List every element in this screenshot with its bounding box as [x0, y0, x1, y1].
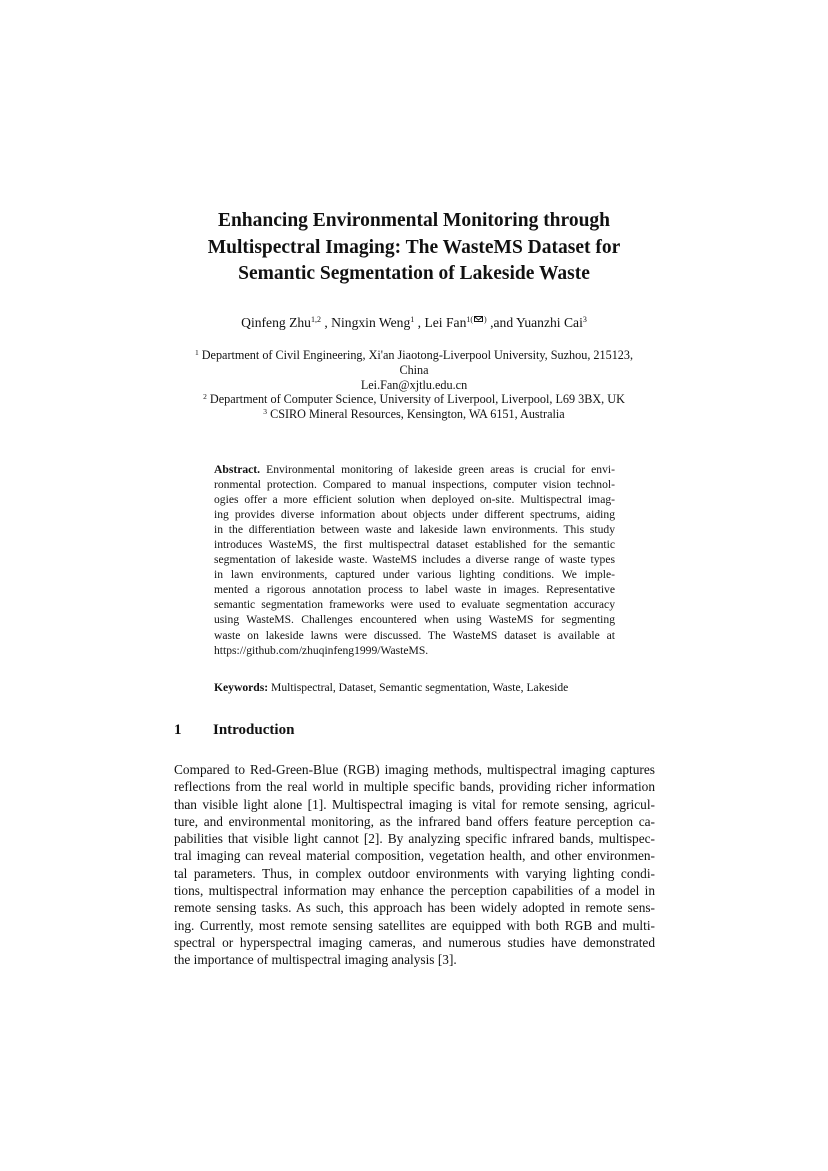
affiliation-text: Department of Computer Science, University of Liverpool, Liverpool, L69 3BX, UK: [206, 392, 625, 407]
author-name: ,and Yuanzhi Cai: [486, 315, 583, 330]
section-heading: [174, 720, 654, 740]
author-name: , Lei Fan: [414, 315, 467, 330]
abstract-line: segmentation of lakeside waste. WasteMS includes a diverse range of waste types: [214, 553, 615, 567]
body-line: tions, multispectral information may enhance the perception capabilities of a model in: [174, 883, 655, 899]
corresponding-email: Lei.Fan@xjtlu.edu.cn: [360, 377, 468, 392]
body-line: spectral or hyperspectral imaging cameras, and numerous studies have demonstrated: [174, 934, 655, 950]
author-affiliation-mark: [466, 315, 486, 324]
keywords: [214, 680, 615, 695]
body-line: pabilities that visible light cannot [2]. By analyzing specific infrared bands, multispec-: [174, 831, 655, 847]
abstract: [214, 462, 615, 658]
abstract-line: ogies offer a more efficient solution when deployed on-site. Multispectral imag-: [214, 493, 615, 507]
body-line: than visible light alone [1]. Multispectral imaging is vital for remote sensing, agricul-: [174, 796, 655, 812]
abstract-line: ronmental protection. Compared to manual inspections, computer vision technol-: [214, 478, 615, 492]
keywords-label: Keywords:: [214, 681, 269, 694]
body-line: Compared to Red-Green-Blue (RGB) imaging methods, multispectral imaging captures: [174, 762, 655, 777]
title-line: Enhancing Environmental Monitoring through: [217, 210, 611, 231]
dataset-link[interactable]: https://github.com/zhuqinfeng1999/WasteMS.: [214, 643, 429, 657]
body-line: ture, and environmental monitoring, as the infrared band offers feature perception ca-: [174, 813, 655, 829]
affiliation-line: [150, 407, 678, 422]
affiliation-text: CSIRO Mineral Resources, Kensington, WA 6151, Australia: [267, 407, 565, 422]
title-line: Multispectral Imaging: The WasteMS Dataset for: [207, 236, 621, 258]
abstract-line: ing provides diverse information about objects under different spectrums, aiding: [214, 508, 615, 522]
abstract-line: using WasteMS. Challenges encountered when using WasteMS for segmenting: [214, 613, 615, 627]
author-name: , Ningxin Weng: [320, 315, 411, 330]
body-line: the importance of multispectral imaging analysis [3].: [174, 952, 457, 968]
author-affiliation-mark: 3: [582, 315, 587, 324]
abstract-line: in lawn environments, captured under various lighting conditions. We imple-: [214, 568, 615, 582]
author-affiliation-mark-suffix: ): [484, 315, 487, 324]
abstract-line: [214, 462, 615, 477]
abstract-line: introduces WasteMS, the first multispectral dataset established for the semantic: [214, 538, 615, 552]
affiliation-line: [150, 348, 678, 363]
title-line: Semantic Segmentation of Lakeside Waste: [238, 263, 590, 284]
body-line: tral imaging can reveal material composition, vegetation health, and other environmen-: [174, 848, 655, 864]
abstract-line: mented a rigorous annotation process to label waste in images. Representative: [214, 583, 615, 597]
author-affiliation-mark-prefix: 1(: [466, 315, 474, 324]
body-line: reflections from the real world in multiple specific bands, providing richer information: [174, 779, 655, 795]
affiliation-mark: 3: [263, 407, 268, 417]
author-list: [150, 314, 678, 332]
affiliation-mark: 2: [203, 392, 207, 402]
section-number: 1: [174, 722, 182, 738]
section-body: [174, 761, 655, 969]
section-title: Introduction: [213, 722, 295, 738]
abstract-line: waste on lakeside lawns were discussed. The WasteMS dataset is available at: [214, 628, 615, 642]
author-affiliation-mark: 1: [410, 315, 415, 324]
keywords-text: Multispectral, Dataset, Semantic segmentation, Waste, Lakeside: [268, 681, 569, 694]
affiliation-line: [150, 392, 678, 407]
envelope-icon: [474, 316, 483, 323]
body-line: ing. Currently, most remote sensing satellites are equipped with both RGB and multi-: [174, 917, 655, 933]
abstract-text: Environmental monitoring of lakeside green areas is crucial for envi-: [260, 463, 615, 476]
abstract-line: in the differentiation between waste and lakeside lawn environments. This study: [214, 523, 615, 537]
affiliation-mark: 1: [194, 348, 199, 357]
body-line: remote sensing tasks. As such, this approach has been widely adopted in remote sens-: [174, 900, 655, 916]
body-line: tal parameters. Thus, in complex outdoor environments with varying lighting condi-: [174, 865, 655, 881]
author-name: Qinfeng Zhu: [241, 315, 311, 330]
paper-title: [150, 208, 678, 288]
affiliation-line: China: [399, 362, 429, 377]
affiliation-list: [150, 348, 678, 422]
author-affiliation-mark: 1,2: [310, 315, 321, 324]
abstract-line: semantic segmentation frameworks were used to evaluate segmentation accuracy: [214, 598, 615, 612]
abstract-label: Abstract.: [214, 463, 261, 476]
affiliation-text: Department of Civil Engineering, Xi'an Jiaotong-Liverpool University, Suzhou, 215123,: [198, 348, 634, 362]
